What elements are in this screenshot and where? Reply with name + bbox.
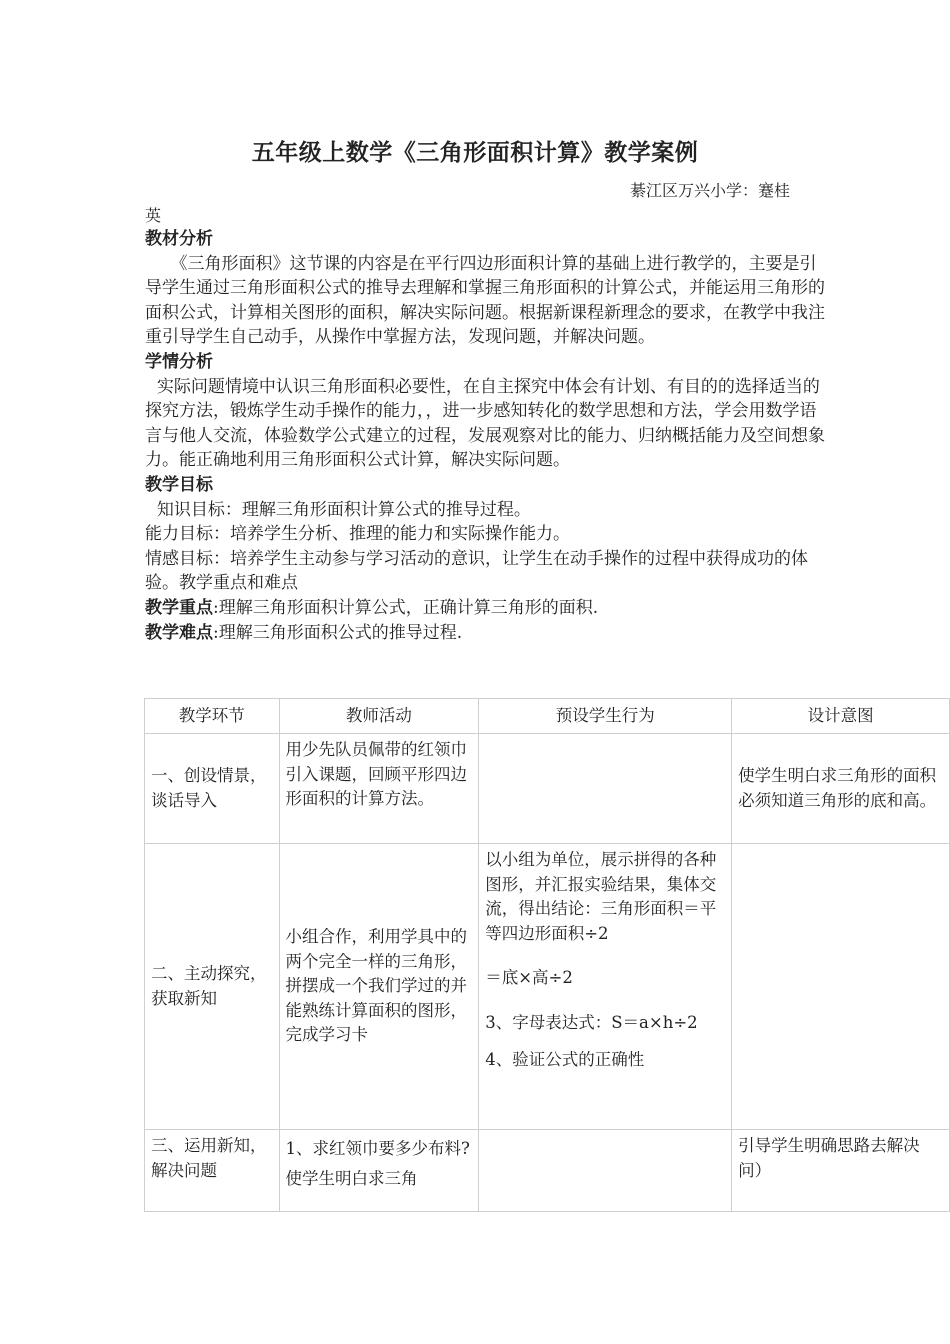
teacher-cell: 1、求红领巾要多少布料?使学生明白求三角 <box>279 1130 479 1212</box>
student-cell <box>479 1130 732 1212</box>
section-text-material: 《三角形面积》这节课的内容是在平行四边形面积计算的基础上进行教学的，主要是引导学生通过三角形面积公式的推导去理解和掌握三角形面积的计算公式，并能运用三角形的面积公式，计算相关图形的面积，解决实际问题。根据新课程新理念的要求，在教学中我注重引导学生自己动手，从操作中掌握方法，发现问题，并解决问题。 <box>145 253 825 348</box>
stage-cell: 二、主动探究，获取新知 <box>145 844 280 1130</box>
header-intent: 设计意图 <box>732 699 950 734</box>
difficult-point-label: 教学难点 <box>145 622 213 643</box>
intent-cell <box>732 844 950 1130</box>
teacher-cell: 用少先队员佩带的红领巾引入课题，回顾平形四边形面积的计算方法。 <box>279 734 479 844</box>
student-cell <box>479 734 732 844</box>
section-heading-goals: 教学目标 <box>145 474 213 495</box>
goal-ability: 能力目标：培养学生分析、推理的能力和实际操作能力。 <box>145 524 570 545</box>
teacher-cell: 小组合作，利用学具中的两个完全一样的三角形，拼摆成一个我们学过的并能熟练计算面积的图形，完成学习卡 <box>279 844 479 1130</box>
intent-cell: 使学生明白求三角形的面积必须知道三角形的底和高。 <box>732 734 950 844</box>
student-text: 3、字母表达式：S＝a×h÷2 <box>485 1012 698 1032</box>
table-header-row <box>145 699 950 734</box>
goal-emotion: 情感目标：培养学生主动参与学习活动的意识，让学生在动手操作的过程中获得成功的体验。教学重点和难点 <box>145 548 808 594</box>
intent-cell: 引导学生明确思路去解决问） <box>732 1130 950 1212</box>
header-student: 预设学生行为 <box>479 699 732 734</box>
header-teacher: 教师活动 <box>279 699 479 734</box>
student-cell <box>479 844 732 1130</box>
key-point-label: 教学重点 <box>145 597 213 618</box>
document-title: 五年级上数学《三角形面积计算》教学案例 <box>251 139 699 166</box>
section-heading-material: 教材分析 <box>145 229 213 249</box>
key-point-text: :理解三角形面积计算公式，正确计算三角形的面积. <box>213 597 599 618</box>
student-text: ＝底×高÷2 <box>485 968 573 988</box>
section-text-students: 实际问题情境中认识三角形面积必要性，在自主探究中体会有计划、有目的的选择适当的探究方法，锻炼学生动手操作的能力，，进一步感知转化的数学思想和方法，学会用数学语言与他人交流，体验数学公式建立的过程，发展观察对比的能力、归纳概括能力及空间想象力。能正确地利用三角形面积公式计算，解决实际问题。 <box>145 376 825 471</box>
lesson-table <box>144 698 950 1212</box>
stage-cell: 三、运用新知，解决问题 <box>145 1130 280 1212</box>
header-stage: 教学环节 <box>145 699 280 734</box>
goal-knowledge: 知识目标：理解三角形面积计算公式的推导过程。 <box>156 499 531 520</box>
author-line: 綦江区万兴小学：蹇桂 <box>630 181 791 200</box>
difficult-point-text: :理解三角形面积公式的推导过程. <box>213 622 463 643</box>
difficult-point <box>145 621 825 646</box>
table-row <box>145 1130 950 1212</box>
document-body <box>145 227 825 645</box>
table-row <box>145 844 950 1130</box>
student-text: 4、验证公式的正确性 <box>485 1049 645 1069</box>
stage-cell: 一、创设情景，谈话导入 <box>145 734 280 844</box>
author-line-continued: 英 <box>145 206 162 225</box>
table-row <box>145 734 950 844</box>
key-point <box>145 596 825 621</box>
section-heading-students: 学情分析 <box>145 351 213 372</box>
student-text: 以小组为单位，展示拼得的各种图形，并汇报实验结果，集体交流，得出结论：三角形面积＝平等四边形面积÷2 <box>485 850 717 943</box>
